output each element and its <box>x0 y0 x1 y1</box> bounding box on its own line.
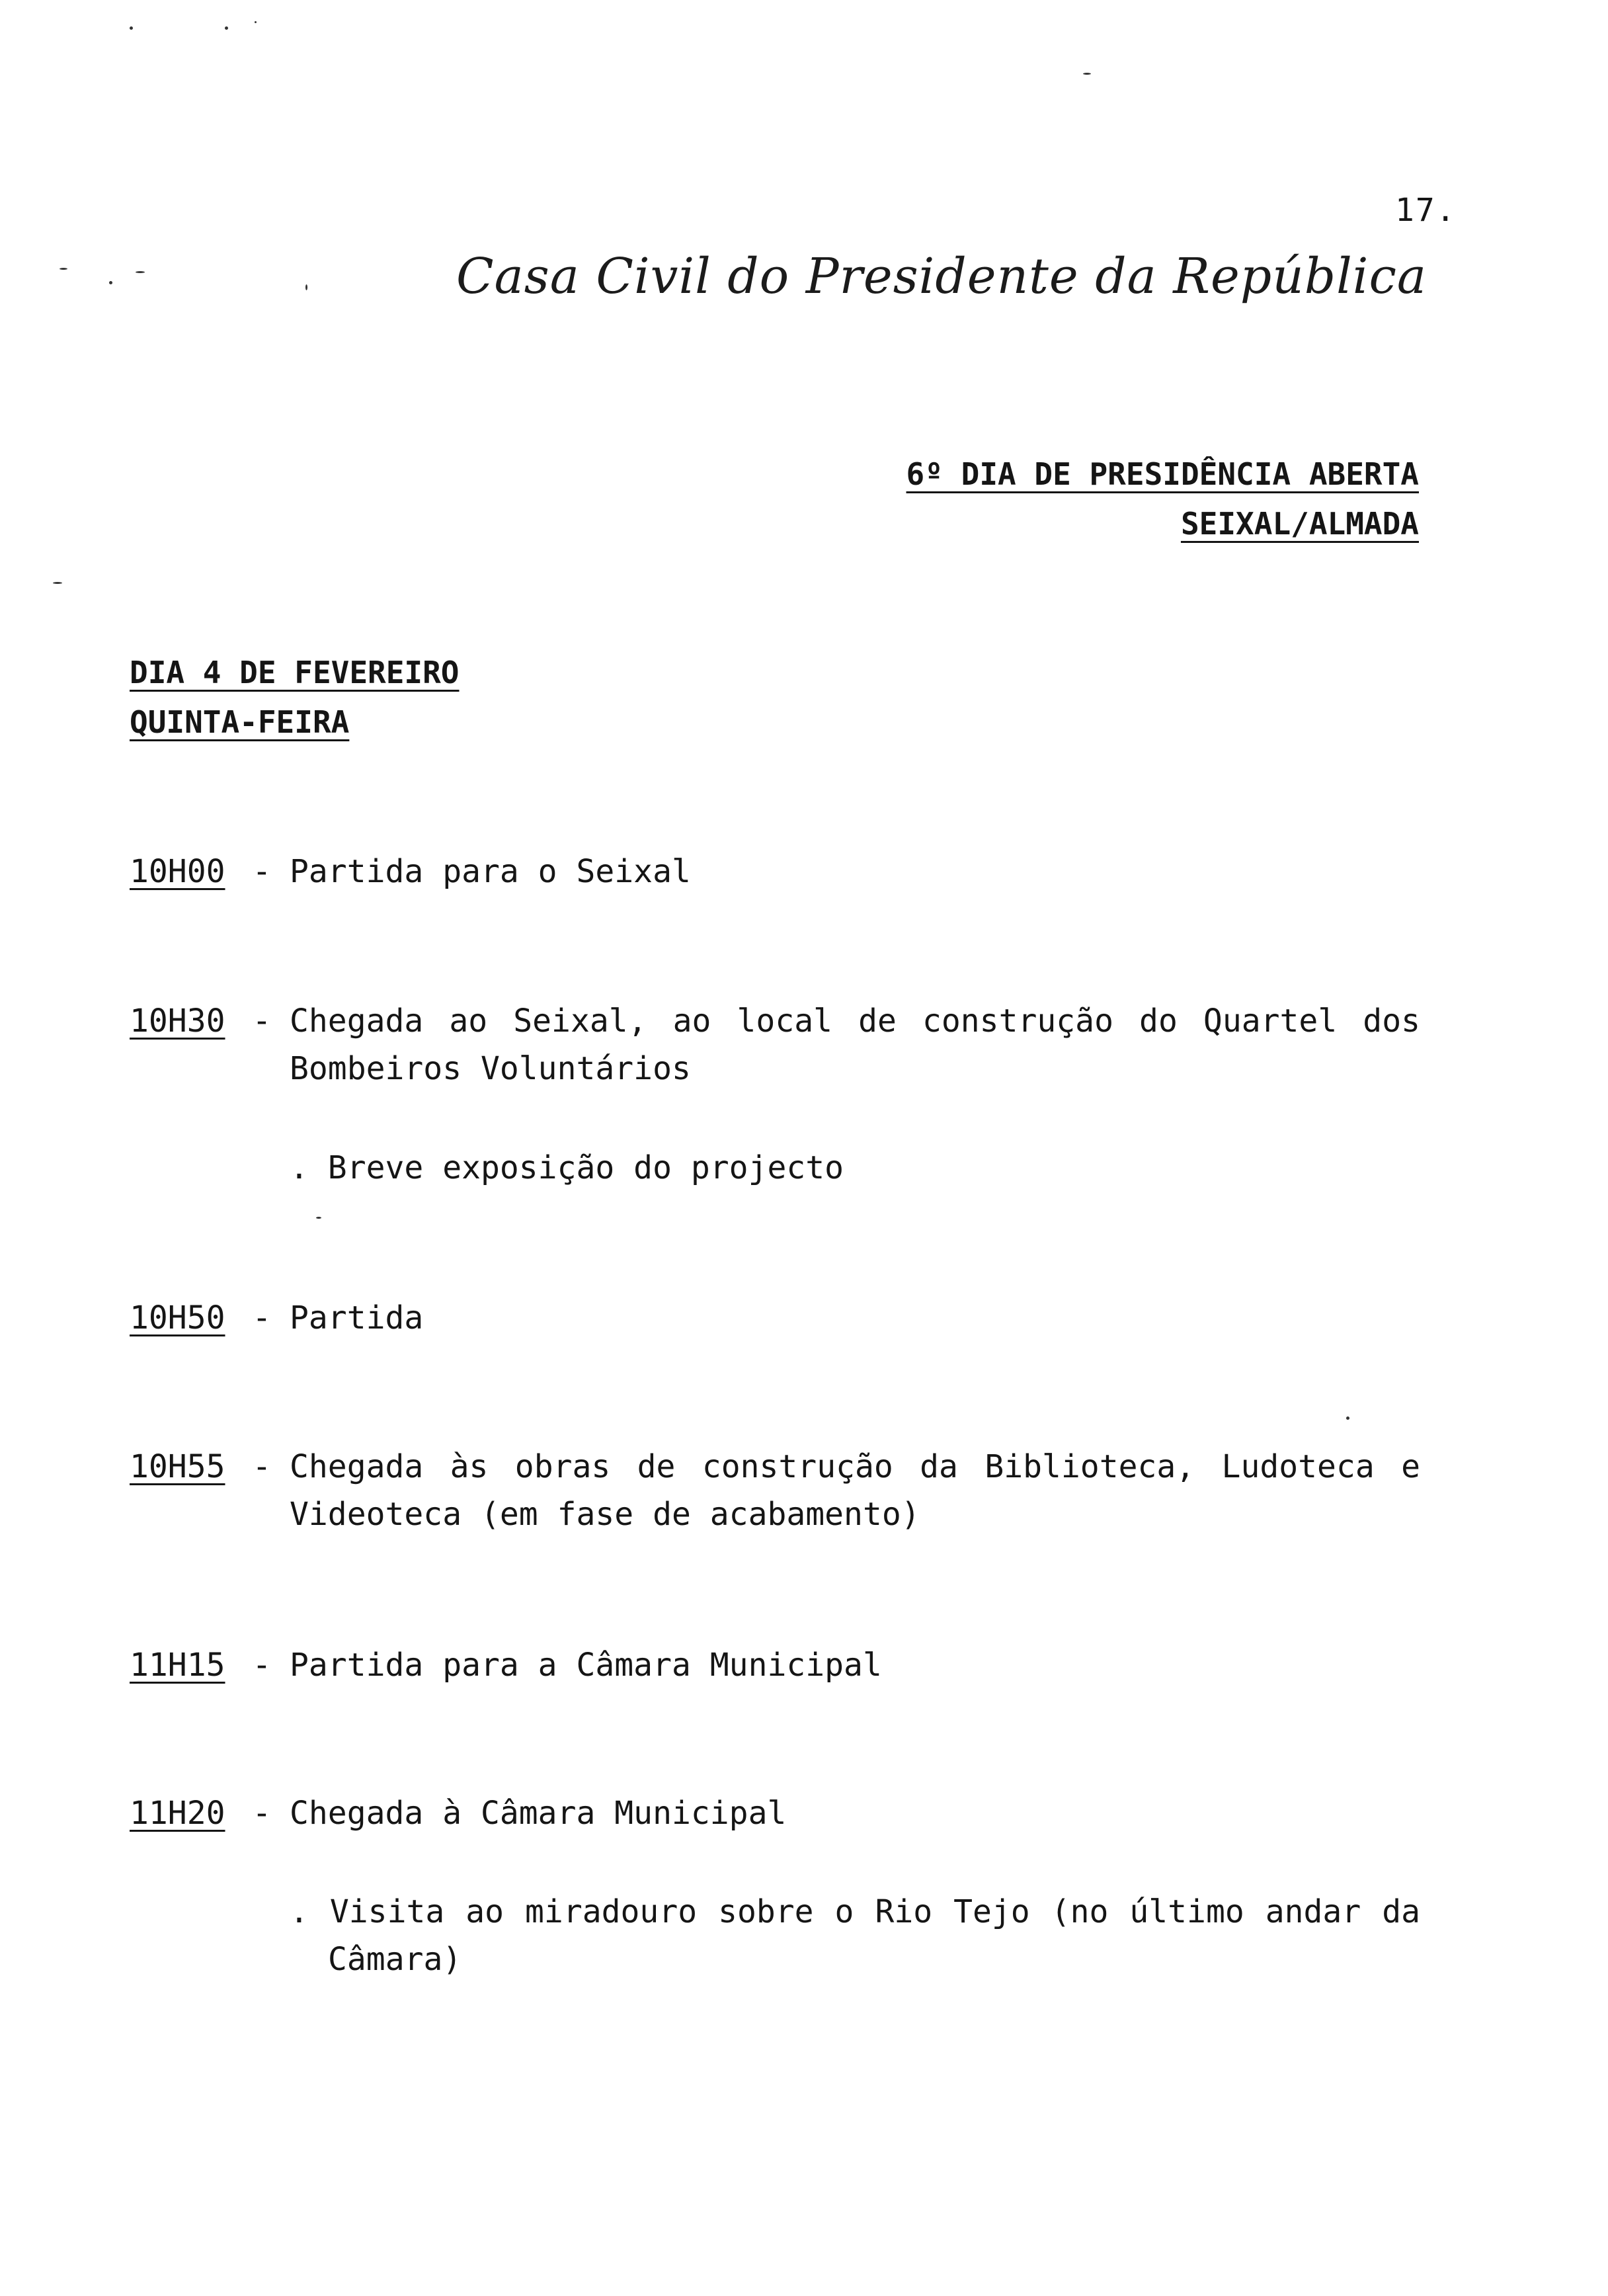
schedule-entry <box>130 997 1452 1092</box>
entry-time: 10H30 <box>130 1003 225 1040</box>
entry-time: 10H00 <box>130 853 225 890</box>
entry-description: Chegada à Câmara Municipal <box>290 1795 787 1832</box>
entry-description: Partida para o Seixal <box>290 853 691 890</box>
scan-speck <box>1346 1416 1349 1420</box>
entry-separator: - <box>252 853 272 890</box>
entry-sub-item <box>290 1144 1228 1192</box>
entry-time: 10H55 <box>130 1448 225 1485</box>
entry-time: 11H15 <box>130 1647 225 1684</box>
scan-speck <box>109 281 112 284</box>
event-location: SEIXAL/ALMADA <box>1180 506 1419 542</box>
entry-description: Chegada às obras de construção da Biblioteca, Ludoteca e Videoteca (em fase de acabamento) <box>290 1448 1420 1533</box>
entry-description: Chegada ao Seixal, ao local de construção do Quartel dos Bombeiros Voluntários <box>290 1003 1420 1087</box>
schedule-entry <box>130 1443 1452 1538</box>
entry-separator: - <box>252 1448 272 1485</box>
scan-speck <box>130 26 133 30</box>
entry-separator: - <box>252 1795 272 1832</box>
scan-speck <box>225 26 228 30</box>
scan-speck <box>53 582 62 584</box>
schedule-entry <box>130 1789 1452 1837</box>
scan-speck <box>60 268 67 270</box>
entry-time: 10H50 <box>130 1299 225 1336</box>
date-heading: DIA 4 DE FEVEREIRO <box>130 655 460 690</box>
scan-speck <box>316 1217 321 1219</box>
schedule-entry <box>130 848 1452 895</box>
entry-description: Partida para a Câmara Municipal <box>290 1647 882 1684</box>
letterhead-script: Casa Civil do Presidente da República <box>456 248 1427 305</box>
page-number: 17. <box>1395 192 1457 229</box>
scan-speck <box>136 271 145 273</box>
entry-time: 11H20 <box>130 1795 225 1832</box>
weekday-heading: QUINTA-FEIRA <box>130 704 350 740</box>
sub-item-text: . Breve exposição do projecto <box>290 1149 844 1186</box>
event-title: 6º DIA DE PRESIDÊNCIA ABERTA <box>906 456 1419 492</box>
scan-speck <box>255 21 257 23</box>
entry-separator: - <box>252 1647 272 1684</box>
sub-item-text: . Visita ao miradouro sobre o Rio Tejo (no último andar da Câmara) <box>290 1893 1420 1978</box>
scan-speck <box>305 284 307 290</box>
schedule-entry <box>130 1641 1452 1689</box>
entry-description: Partida <box>290 1299 424 1336</box>
entry-separator: - <box>252 1299 272 1336</box>
scan-speck <box>1083 73 1091 75</box>
schedule-entry <box>130 1294 1452 1342</box>
entry-sub-item <box>290 1888 1420 1983</box>
entry-separator: - <box>252 1003 272 1040</box>
